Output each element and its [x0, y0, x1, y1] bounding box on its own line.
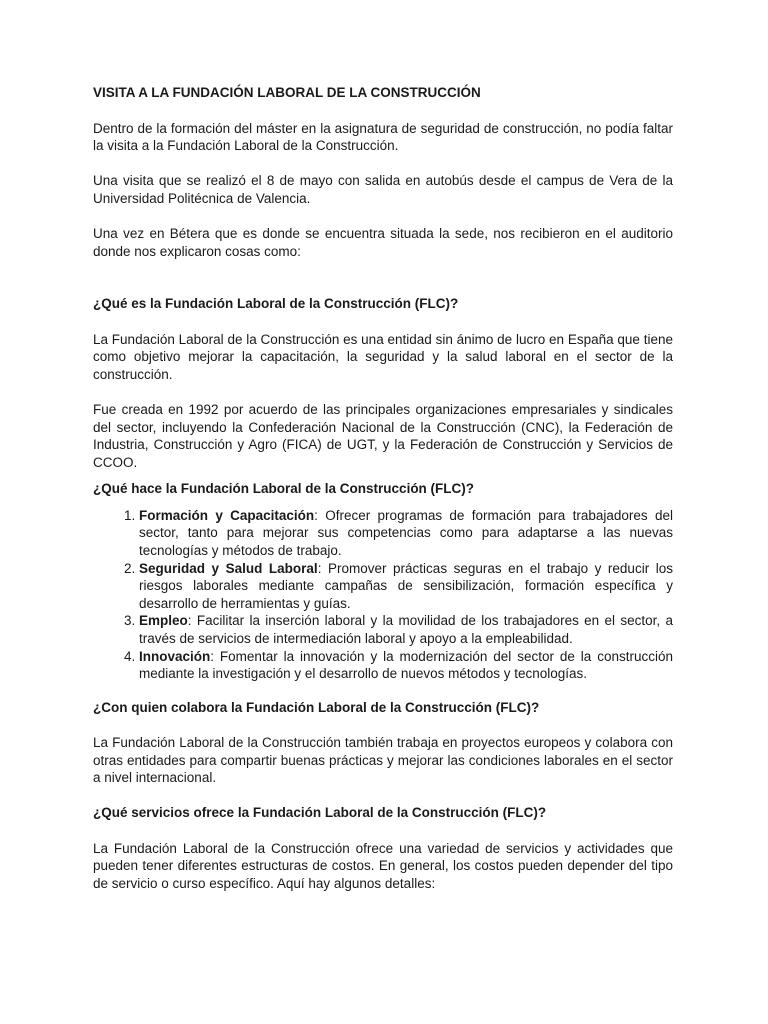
section-heading-what-does: ¿Qué hace la Fundación Laboral de la Construcción (FLC)?: [93, 481, 475, 497]
activities-list: [93, 507, 673, 683]
section1-paragraph-1: La Fundación Laboral de la Construcción es una entidad sin ánimo de lucro en España que tiene como objetivo mejorar la capacitación, la seguridad y la salud laboral en el sector de la construcción.: [93, 331, 673, 382]
intro-paragraph-3: Una vez en Bétera que es donde se encuentra situada la sede, nos recibieron en el auditorio donde nos explicaron cosas como:: [93, 226, 673, 259]
section4-paragraph: La Fundación Laboral de la Construcción ofrece una variedad de servicios y actividades que pueden tener diferentes estructuras de costos. En general, los costos pueden depender del tipo de servicio o curso específico. Aquí hay algunos detalles:: [93, 840, 673, 891]
document-page: [93, 84, 673, 910]
list-item: [139, 612, 673, 647]
document-title: VISITA A LA FUNDACIÓN LABORAL DE LA CONSTRUCCIÓN: [93, 85, 481, 100]
intro-paragraph-1: Dentro de la formación del máster en la asignatura de seguridad de construcción, no podía faltar la visita a la Fundación Laboral de la Construcción.: [93, 120, 673, 154]
section-heading-services: ¿Qué servicios ofrece la Fundación Laboral de la Construcción (FLC)?: [93, 805, 547, 821]
intro-paragraph-2: Una visita que se realizó el 8 de mayo con salida en autobús desde el campus de Vera de la Universidad Politécnica de Valencia.: [93, 173, 673, 206]
list-item-text: : Promover prácticas seguras en el trabajo y reducir los riesgos laborales mediante campañas de sensibilización, formación específica y desarrollo de herramientas y guías.: [139, 560, 673, 611]
list-item-term: Seguridad y Salud Laboral: [139, 560, 318, 576]
section-heading-collaborations: ¿Con quien colabora la Fundación Laboral de la Construcción (FLC)?: [93, 699, 540, 715]
list-item-term: Innovación: [139, 648, 211, 664]
list-item-text: : Ofrecer programas de formación para trabajadores del sector, tanto para mejorar sus competencias como para adaptarse a las nuevas tecnologías y métodos de trabajo.: [139, 507, 673, 559]
section3-paragraph: La Fundación Laboral de la Construcción también trabaja en proyectos europeos y colabora con otras entidades para compartir buenas prácticas y mejorar las condiciones laborales en el sector a nivel internacional.: [93, 735, 673, 786]
list-item-text: : Facilitar la inserción laboral y la movilidad de los trabajadores en el sector, a través de servicios de intermediación laboral y apoyo a la empleabilidad.: [139, 613, 673, 647]
list-item-text: : Fomentar la innovación y la modernización del sector de la construcción mediante la investigación y el desarrollo de nuevos métodos y tecnologías.: [139, 648, 673, 682]
section-heading-what-is: ¿Qué es la Fundación Laboral de la Construcción (FLC)?: [93, 296, 459, 312]
list-item: [139, 560, 673, 613]
list-item: [139, 507, 673, 560]
list-item: [139, 648, 673, 683]
list-item-term: Empleo: [139, 613, 188, 629]
section1-paragraph-2: Fue creada en 1992 por acuerdo de las principales organizaciones empresariales y sindicales del sector, incluyendo la Confederación Nacional de la Construcción (CNC), la Federación de Industria, Construcción y Agro (FICA) de UGT, y la Federación de Construcción y Servicios de CCOO.: [93, 401, 673, 470]
list-item-term: Formación y Capacitación: [139, 507, 315, 523]
